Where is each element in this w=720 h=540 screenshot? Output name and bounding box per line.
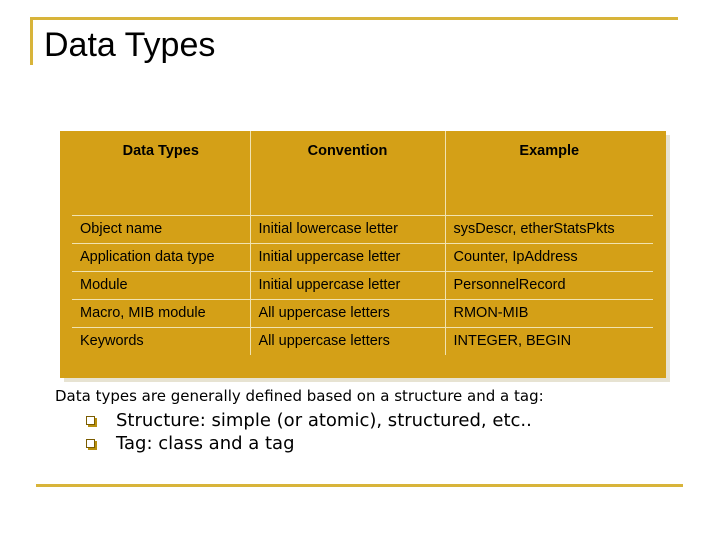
cell-convention: Initial uppercase letter [250, 243, 445, 271]
slide-title: Data Types [44, 26, 216, 64]
cell-data-type: Object name [72, 215, 250, 243]
cell-example: RMON-MIB [445, 299, 653, 327]
bullet-text: Structure: simple (or atomic), structured, etc.. [116, 410, 532, 431]
bullet-text: Tag: class and a tag [116, 433, 295, 454]
bullet-list [86, 410, 532, 456]
table-row [72, 243, 653, 271]
square-bullet-icon [86, 416, 95, 425]
cell-example: Counter, IpAddress [445, 243, 653, 271]
cell-convention: All uppercase letters [250, 327, 445, 355]
top-accent-rule [30, 17, 678, 20]
intro-text: Data types are generally defined based on a structure and a tag: [55, 387, 544, 405]
list-item [86, 433, 532, 456]
cell-data-type: Application data type [72, 243, 250, 271]
list-item [86, 410, 532, 433]
header-data-types: Data Types [72, 131, 250, 215]
header-convention: Convention [250, 131, 445, 215]
left-accent-rule [30, 17, 33, 65]
table-row [72, 271, 653, 299]
cell-convention: Initial uppercase letter [250, 271, 445, 299]
cell-example: INTEGER, BEGIN [453, 333, 572, 350]
cell-data-type: Module [72, 271, 250, 299]
table-header-row [72, 131, 653, 215]
cell-data-type: Macro, MIB module [72, 299, 250, 327]
table-row [72, 299, 653, 327]
cell-convention: Initial lowercase letter [250, 215, 445, 243]
table-row [72, 215, 653, 243]
data-types-table-panel [60, 131, 666, 378]
cell-convention: All uppercase letters [250, 299, 445, 327]
cell-example: PersonnelRecord [445, 271, 653, 299]
cell-data-type: Keywords [72, 327, 250, 355]
square-bullet-icon [86, 439, 95, 448]
table-row [72, 327, 653, 355]
bottom-accent-rule [36, 484, 683, 487]
cell-example: sysDescr, etherStatsPkts [445, 215, 653, 243]
header-example: Example [445, 131, 653, 215]
data-types-table [72, 131, 653, 355]
